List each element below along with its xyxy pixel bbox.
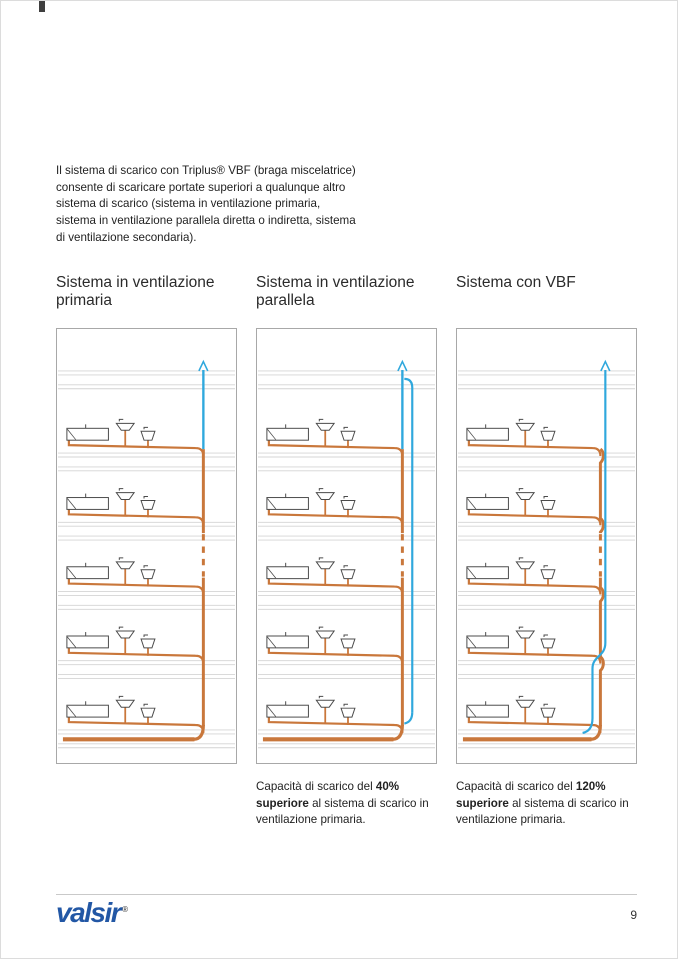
bathtub	[67, 567, 109, 579]
bidet	[141, 570, 155, 579]
washbasin	[516, 631, 534, 638]
bidet	[341, 639, 355, 648]
washbasin-tap	[319, 489, 323, 491]
bidet	[341, 570, 355, 579]
valsir-logo	[56, 898, 128, 929]
bidet	[141, 501, 155, 510]
diagrams-row	[56, 328, 637, 764]
washbasin	[316, 423, 334, 430]
bidet-tap	[344, 704, 348, 706]
washbasin-tap	[119, 558, 123, 560]
bidet-tap	[544, 566, 548, 568]
washbasin-tap	[519, 419, 523, 421]
intro-paragraph: Il sistema di scarico con Triplus® VBF (braga miscelatrice) consente di scaricare portate superiori a qualunque altro sistema di scarico (sistema in ventilazione primaria, sistema in ventilazione parallela diretta o indiretta, sistema di ventilazione secondaria).	[56, 164, 356, 244]
washbasin-tap	[519, 696, 523, 698]
washbasin-tap	[119, 419, 123, 421]
caption-parallela	[256, 779, 437, 829]
washbasin	[116, 631, 134, 638]
fixtures	[67, 419, 155, 717]
bidet	[141, 639, 155, 648]
bidet	[341, 501, 355, 510]
bidet-tap	[344, 427, 348, 429]
diagram-vbf-svg	[457, 329, 636, 763]
washbasin	[116, 562, 134, 569]
bidet-tap	[144, 427, 148, 429]
bathtub	[267, 636, 309, 648]
bathtub	[467, 428, 509, 440]
bidet-tap	[144, 497, 148, 499]
bathtub	[67, 636, 109, 648]
caption-bold-text: 120% superiore	[456, 780, 606, 810]
footer	[56, 898, 637, 929]
drain-pipes	[463, 430, 603, 739]
washbasin	[116, 493, 134, 500]
diagram-box-primaria	[56, 328, 237, 764]
bathtub	[67, 428, 109, 440]
bidet	[541, 431, 555, 440]
bathtub	[267, 567, 309, 579]
footer-divider	[56, 894, 637, 895]
caption-text: al sistema di scarico in ventilazione primaria.	[256, 796, 429, 827]
bidet-tap	[144, 704, 148, 706]
bidet	[541, 639, 555, 648]
fixtures	[467, 419, 555, 717]
washbasin-tap	[119, 489, 123, 491]
bidet-tap	[544, 704, 548, 706]
bathtub	[267, 498, 309, 510]
bathtub	[467, 567, 509, 579]
bidet	[541, 708, 555, 717]
bidet-tap	[344, 497, 348, 499]
washbasin-tap	[119, 696, 123, 698]
washbasin	[516, 493, 534, 500]
washbasin-tap	[319, 696, 323, 698]
bidet	[341, 431, 355, 440]
bidet-tap	[544, 427, 548, 429]
caption-text: Capacità di scarico del	[456, 780, 576, 793]
washbasin-tap	[119, 627, 123, 629]
diagram-box-parallela	[256, 328, 437, 764]
print-mark	[39, 1, 45, 12]
caption-text: Capacità di scarico del	[256, 780, 376, 793]
bidet	[141, 708, 155, 717]
diagram-primaria-svg	[57, 329, 236, 763]
washbasin	[316, 631, 334, 638]
page-number: 9	[630, 908, 637, 922]
bathtub	[267, 705, 309, 717]
washbasin	[516, 562, 534, 569]
bathtub	[267, 428, 309, 440]
bidet-tap	[544, 635, 548, 637]
diagram-box-vbf	[456, 328, 637, 764]
washbasin-tap	[519, 489, 523, 491]
bidet-tap	[344, 635, 348, 637]
captions-row	[56, 779, 637, 829]
diagram-title-primaria: Sistema in ventilazione primaria	[56, 274, 215, 310]
washbasin	[316, 493, 334, 500]
bidet-tap	[544, 497, 548, 499]
caption-vbf	[456, 779, 637, 829]
registered-mark: ®	[122, 904, 129, 914]
washbasin	[516, 423, 534, 430]
diagram-title-parallela: Sistema in ventilazione parallela	[256, 274, 415, 310]
logo-wordmark: valsir	[56, 897, 121, 928]
vent-pipes	[583, 362, 610, 733]
bidet-tap	[144, 566, 148, 568]
drain-pipes	[263, 430, 402, 739]
washbasin-tap	[319, 558, 323, 560]
bidet	[541, 570, 555, 579]
washbasin	[316, 700, 334, 707]
bathtub	[467, 705, 509, 717]
washbasin-tap	[319, 419, 323, 421]
washbasin	[516, 700, 534, 707]
diagram-title-vbf: Sistema con VBF	[456, 274, 576, 291]
diagram-titles-row	[56, 274, 637, 311]
bidet	[541, 501, 555, 510]
caption-bold-text: 40% superiore	[256, 780, 400, 810]
washbasin-tap	[519, 558, 523, 560]
bidet-tap	[144, 635, 148, 637]
bidet	[341, 708, 355, 717]
diagram-parallela-svg	[257, 329, 436, 763]
bidet-tap	[344, 566, 348, 568]
caption-text: al sistema di scarico in ventilazione primaria.	[456, 796, 629, 827]
bathtub	[67, 705, 109, 717]
bathtub	[467, 498, 509, 510]
washbasin-tap	[519, 627, 523, 629]
bathtub	[67, 498, 109, 510]
drain-pipes	[63, 430, 203, 739]
caption-spacer	[56, 779, 237, 829]
washbasin	[116, 700, 134, 707]
fixtures	[267, 419, 355, 717]
bathtub	[467, 636, 509, 648]
washbasin-tap	[319, 627, 323, 629]
washbasin	[116, 423, 134, 430]
vent-pipes	[398, 362, 412, 724]
bidet	[141, 431, 155, 440]
washbasin	[316, 562, 334, 569]
